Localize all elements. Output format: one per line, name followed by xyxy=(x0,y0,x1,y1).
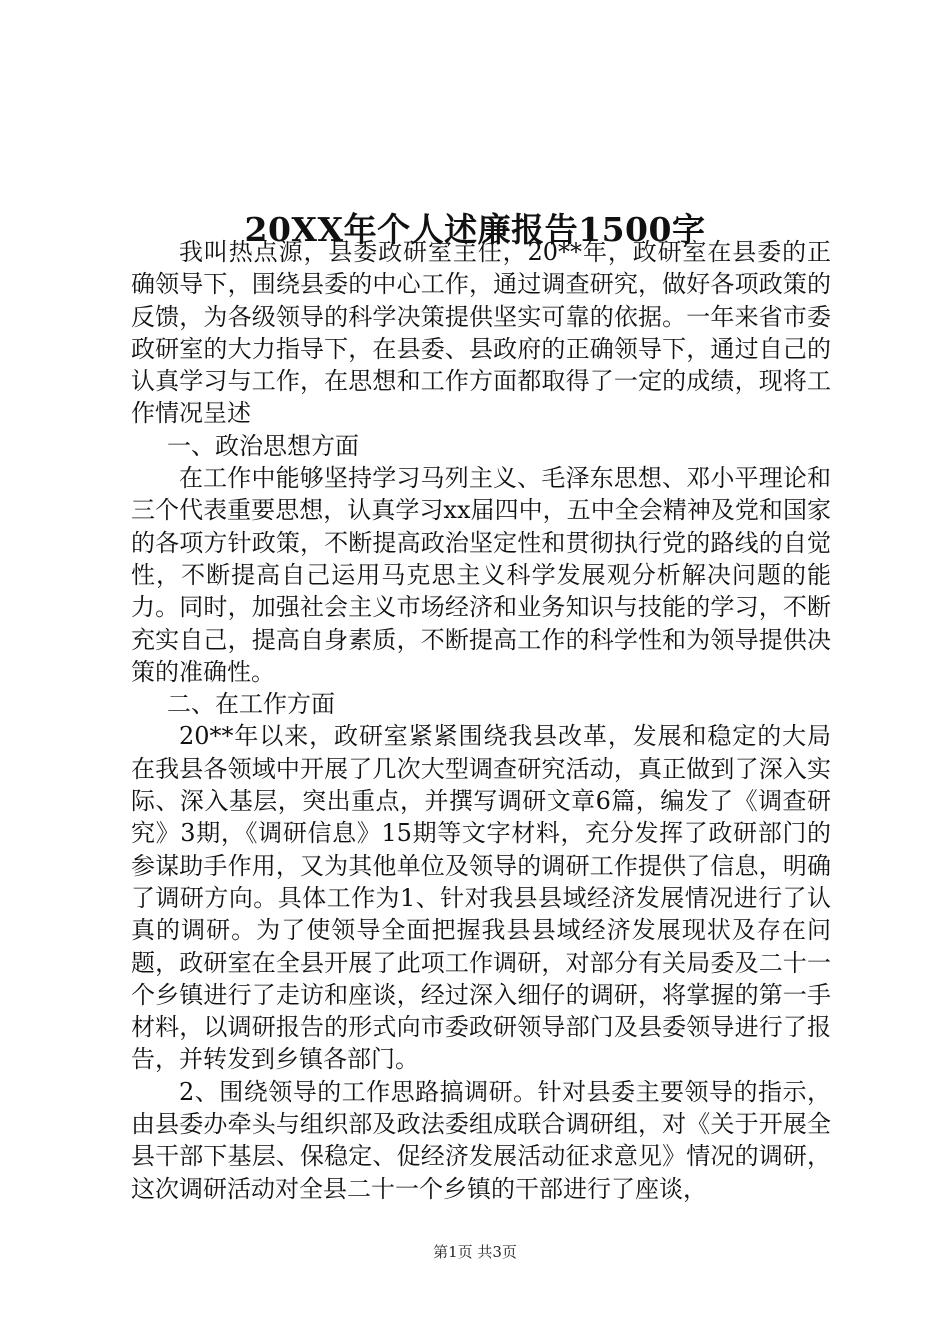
work-paragraph: 20**年以来，政研室紧紧围绕我县改革，发展和稳定的大局在我县各领域中开展了几次大型调查研究活动，真正做到了深入实际、深入基层，突出重点，并撰写调研文章6篇，编发了《调查研究》3期，《调研信息》15期等文字材料，充分发挥了政研部门的参谋助手作用，又为其他单位及领导的调研工作提供了信息，明确了调研方向。具体工作为1、针对我县县域经济发展情况进行了认真的调研。为了使领导全面把握我县县域经济发展现状及存在问题，政研室在全县开展了此项工作调研，对部分有关局委及二十一个乡镇进行了走访和座谈，经过深入细仔的调研，将掌握的第一手材料，以调研报告的形式向市委政研领导部门及县委领导进行了报告，并转发到乡镇各部门。 xyxy=(131,722,831,1074)
document-body xyxy=(131,236,831,1205)
page-number-footer: 第1页 共3页 xyxy=(433,1243,517,1261)
document-title: 20XX年个人述廉报告1500字 xyxy=(244,210,706,250)
section-heading-work: 二、在工作方面 xyxy=(167,690,335,719)
work-item-paragraph: 2、围绕领导的工作思路搞调研。针对县委主要领导的指示，由县委办牵头与组织部及政法委组成联合调研组，对《关于开展全县干部下基层、保稳定、促经济发展活动征求意见》情况的调研，这次调研活动对全县二十一个乡镇的干部进行了座谈， xyxy=(131,1077,831,1203)
section-heading-political: 一、政治思想方面 xyxy=(167,431,359,460)
political-paragraph: 在工作中能够坚持学习马列主义、毛泽东思想、邓小平理论和三个代表重要思想，认真学习xx届四中，五中全会精神及党和国家的各项方针政策，不断提高政治坚定性和贯彻执行党的路线的自觉性，不断提高自己运用马克思主义科学发展观分析解决问题的能力。同时，加强社会主义市场经济和业务知识与技能的学习，不断充实自己，提高自身素质，不断提高工作的科学性和为领导提供决策的准确性。 xyxy=(131,464,831,686)
intro-paragraph: 我叫热点源，县委政研室主任，20**年，政研室在县委的正确领导下，围绕县委的中心工作，通过调查研究，做好各项政策的反馈，为各级领导的科学决策提供坚实可靠的依据。一年来省市委政研室的大力指导下，在县委、县政府的正确领导下，通过自己的认真学习与工作，在思想和工作方面都取得了一定的成绩，现将工作情况呈述 xyxy=(131,238,831,428)
